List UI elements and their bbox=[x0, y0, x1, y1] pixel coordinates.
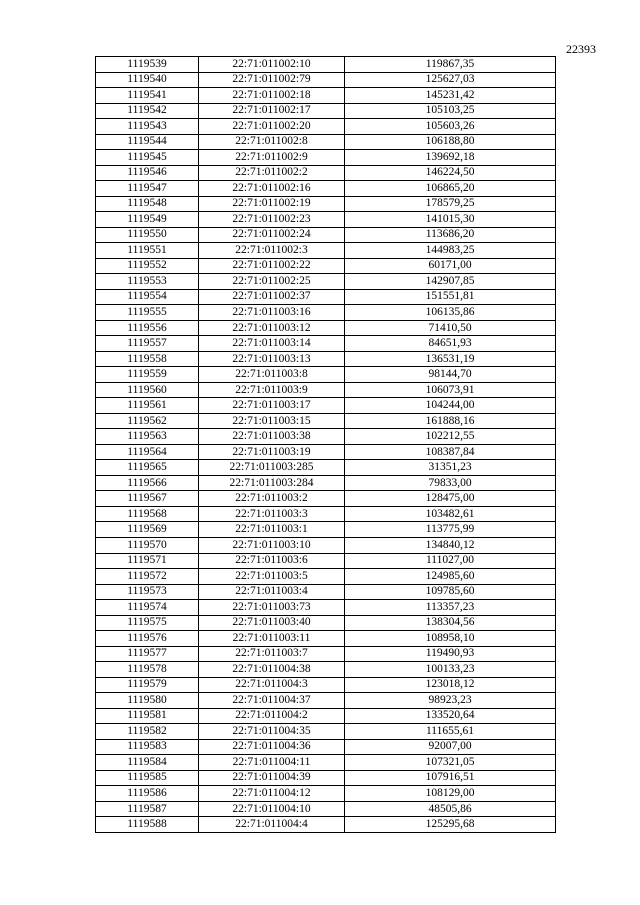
row-number-cell: 1119561 bbox=[96, 398, 199, 414]
cadastral-number-cell: 22:71:011003:14 bbox=[199, 336, 345, 352]
cadastral-number-cell: 22:71:011003:5 bbox=[199, 569, 345, 585]
value-cell: 145231,42 bbox=[345, 88, 556, 104]
row-number-cell: 1119558 bbox=[96, 351, 199, 367]
table-row bbox=[96, 413, 556, 429]
row-number-cell: 1119564 bbox=[96, 444, 199, 460]
data-table bbox=[95, 56, 556, 833]
value-cell: 108129,00 bbox=[345, 786, 556, 802]
cadastral-number-cell: 22:71:011002:25 bbox=[199, 274, 345, 290]
value-cell: 84651,93 bbox=[345, 336, 556, 352]
row-number-cell: 1119539 bbox=[96, 57, 199, 73]
value-cell: 106188,80 bbox=[345, 134, 556, 150]
value-cell: 113775,99 bbox=[345, 522, 556, 538]
table-row bbox=[96, 755, 556, 771]
row-number-cell: 1119571 bbox=[96, 553, 199, 569]
table-row bbox=[96, 569, 556, 585]
value-cell: 119490,93 bbox=[345, 646, 556, 662]
row-number-cell: 1119543 bbox=[96, 119, 199, 135]
value-cell: 111027,00 bbox=[345, 553, 556, 569]
table-row bbox=[96, 522, 556, 538]
cadastral-number-cell: 22:71:011002:3 bbox=[199, 243, 345, 259]
value-cell: 141015,30 bbox=[345, 212, 556, 228]
table-row bbox=[96, 243, 556, 259]
value-cell: 151551,81 bbox=[345, 289, 556, 305]
row-number-cell: 1119550 bbox=[96, 227, 199, 243]
row-number-cell: 1119551 bbox=[96, 243, 199, 259]
row-number-cell: 1119587 bbox=[96, 801, 199, 817]
cadastral-number-cell: 22:71:011003:19 bbox=[199, 444, 345, 460]
row-number-cell: 1119542 bbox=[96, 103, 199, 119]
table-row bbox=[96, 165, 556, 181]
table-row bbox=[96, 382, 556, 398]
value-cell: 108387,84 bbox=[345, 444, 556, 460]
value-cell: 100133,23 bbox=[345, 662, 556, 678]
row-number-cell: 1119585 bbox=[96, 770, 199, 786]
cadastral-number-cell: 22:71:011003:17 bbox=[199, 398, 345, 414]
cadastral-number-cell: 22:71:011002:8 bbox=[199, 134, 345, 150]
cadastral-number-cell: 22:71:011004:12 bbox=[199, 786, 345, 802]
table-row bbox=[96, 134, 556, 150]
cadastral-number-cell: 22:71:011002:10 bbox=[199, 57, 345, 73]
row-number-cell: 1119581 bbox=[96, 708, 199, 724]
table-row bbox=[96, 693, 556, 709]
table-row bbox=[96, 460, 556, 476]
value-cell: 71410,50 bbox=[345, 320, 556, 336]
value-cell: 108958,10 bbox=[345, 631, 556, 647]
table-row bbox=[96, 724, 556, 740]
cadastral-number-cell: 22:71:011002:20 bbox=[199, 119, 345, 135]
row-number-cell: 1119540 bbox=[96, 72, 199, 88]
cadastral-number-cell: 22:71:011004:38 bbox=[199, 662, 345, 678]
cadastral-number-cell: 22:71:011003:15 bbox=[199, 413, 345, 429]
cadastral-number-cell: 22:71:011003:284 bbox=[199, 475, 345, 491]
value-cell: 111655,61 bbox=[345, 724, 556, 740]
value-cell: 128475,00 bbox=[345, 491, 556, 507]
cadastral-number-cell: 22:71:011003:12 bbox=[199, 320, 345, 336]
cadastral-number-cell: 22:71:011003:2 bbox=[199, 491, 345, 507]
value-cell: 105103,25 bbox=[345, 103, 556, 119]
table-row bbox=[96, 274, 556, 290]
cadastral-number-cell: 22:71:011002:79 bbox=[199, 72, 345, 88]
row-number-cell: 1119559 bbox=[96, 367, 199, 383]
table-row bbox=[96, 631, 556, 647]
table-row bbox=[96, 367, 556, 383]
table-row bbox=[96, 739, 556, 755]
cadastral-number-cell: 22:71:011003:16 bbox=[199, 305, 345, 321]
value-cell: 105603,26 bbox=[345, 119, 556, 135]
row-number-cell: 1119566 bbox=[96, 475, 199, 491]
cadastral-number-cell: 22:71:011003:6 bbox=[199, 553, 345, 569]
cadastral-number-cell: 22:71:011003:38 bbox=[199, 429, 345, 445]
table-row bbox=[96, 786, 556, 802]
row-number-cell: 1119574 bbox=[96, 600, 199, 616]
table-row bbox=[96, 584, 556, 600]
table-body bbox=[96, 57, 556, 833]
table-row bbox=[96, 537, 556, 553]
value-cell: 60171,00 bbox=[345, 258, 556, 274]
page-number: 22393 bbox=[566, 42, 596, 56]
row-number-cell: 1119544 bbox=[96, 134, 199, 150]
row-number-cell: 1119588 bbox=[96, 817, 199, 833]
cadastral-number-cell: 22:71:011003:10 bbox=[199, 537, 345, 553]
table-row bbox=[96, 119, 556, 135]
cadastral-number-cell: 22:71:011003:13 bbox=[199, 351, 345, 367]
table-row bbox=[96, 817, 556, 833]
row-number-cell: 1119575 bbox=[96, 615, 199, 631]
row-number-cell: 1119586 bbox=[96, 786, 199, 802]
table-row bbox=[96, 196, 556, 212]
row-number-cell: 1119552 bbox=[96, 258, 199, 274]
row-number-cell: 1119548 bbox=[96, 196, 199, 212]
cadastral-number-cell: 22:71:011002:18 bbox=[199, 88, 345, 104]
cadastral-number-cell: 22:71:011002:37 bbox=[199, 289, 345, 305]
row-number-cell: 1119547 bbox=[96, 181, 199, 197]
value-cell: 133520,64 bbox=[345, 708, 556, 724]
value-cell: 107321,05 bbox=[345, 755, 556, 771]
value-cell: 98144,70 bbox=[345, 367, 556, 383]
cadastral-number-cell: 22:71:011003:8 bbox=[199, 367, 345, 383]
value-cell: 104244,00 bbox=[345, 398, 556, 414]
table-row bbox=[96, 88, 556, 104]
value-cell: 98923,23 bbox=[345, 693, 556, 709]
row-number-cell: 1119562 bbox=[96, 413, 199, 429]
row-number-cell: 1119546 bbox=[96, 165, 199, 181]
table-row bbox=[96, 708, 556, 724]
value-cell: 109785,60 bbox=[345, 584, 556, 600]
value-cell: 48505,86 bbox=[345, 801, 556, 817]
row-number-cell: 1119576 bbox=[96, 631, 199, 647]
value-cell: 92007,00 bbox=[345, 739, 556, 755]
table-row bbox=[96, 305, 556, 321]
cadastral-number-cell: 22:71:011003:285 bbox=[199, 460, 345, 476]
table-row bbox=[96, 212, 556, 228]
cadastral-number-cell: 22:71:011002:16 bbox=[199, 181, 345, 197]
table-row bbox=[96, 475, 556, 491]
row-number-cell: 1119573 bbox=[96, 584, 199, 600]
table-row bbox=[96, 150, 556, 166]
cadastral-number-cell: 22:71:011003:7 bbox=[199, 646, 345, 662]
value-cell: 125295,68 bbox=[345, 817, 556, 833]
value-cell: 113357,23 bbox=[345, 600, 556, 616]
cadastral-number-cell: 22:71:011002:24 bbox=[199, 227, 345, 243]
row-number-cell: 1119579 bbox=[96, 677, 199, 693]
row-number-cell: 1119577 bbox=[96, 646, 199, 662]
table-row bbox=[96, 336, 556, 352]
value-cell: 124985,60 bbox=[345, 569, 556, 585]
value-cell: 106135,86 bbox=[345, 305, 556, 321]
value-cell: 146224,50 bbox=[345, 165, 556, 181]
cadastral-number-cell: 22:71:011002:17 bbox=[199, 103, 345, 119]
value-cell: 106073,91 bbox=[345, 382, 556, 398]
table-row bbox=[96, 103, 556, 119]
row-number-cell: 1119560 bbox=[96, 382, 199, 398]
row-number-cell: 1119554 bbox=[96, 289, 199, 305]
cadastral-number-cell: 22:71:011003:4 bbox=[199, 584, 345, 600]
row-number-cell: 1119584 bbox=[96, 755, 199, 771]
cadastral-number-cell: 22:71:011004:37 bbox=[199, 693, 345, 709]
table-row bbox=[96, 553, 556, 569]
table-row bbox=[96, 258, 556, 274]
row-number-cell: 1119565 bbox=[96, 460, 199, 476]
cadastral-number-cell: 22:71:011004:10 bbox=[199, 801, 345, 817]
value-cell: 138304,56 bbox=[345, 615, 556, 631]
cadastral-number-cell: 22:71:011002:19 bbox=[199, 196, 345, 212]
value-cell: 123018,12 bbox=[345, 677, 556, 693]
value-cell: 139692,18 bbox=[345, 150, 556, 166]
value-cell: 144983,25 bbox=[345, 243, 556, 259]
value-cell: 107916,51 bbox=[345, 770, 556, 786]
row-number-cell: 1119582 bbox=[96, 724, 199, 740]
row-number-cell: 1119583 bbox=[96, 739, 199, 755]
value-cell: 79833,00 bbox=[345, 475, 556, 491]
table-row bbox=[96, 351, 556, 367]
table-row bbox=[96, 227, 556, 243]
table-row bbox=[96, 398, 556, 414]
row-number-cell: 1119578 bbox=[96, 662, 199, 678]
row-number-cell: 1119553 bbox=[96, 274, 199, 290]
cadastral-number-cell: 22:71:011004:2 bbox=[199, 708, 345, 724]
table-row bbox=[96, 429, 556, 445]
cadastral-number-cell: 22:71:011002:2 bbox=[199, 165, 345, 181]
value-cell: 178579,25 bbox=[345, 196, 556, 212]
cadastral-number-cell: 22:71:011004:36 bbox=[199, 739, 345, 755]
value-cell: 103482,61 bbox=[345, 506, 556, 522]
cadastral-number-cell: 22:71:011004:35 bbox=[199, 724, 345, 740]
cadastral-number-cell: 22:71:011003:73 bbox=[199, 600, 345, 616]
value-cell: 134840,12 bbox=[345, 537, 556, 553]
value-cell: 136531,19 bbox=[345, 351, 556, 367]
table-row bbox=[96, 72, 556, 88]
table-row bbox=[96, 770, 556, 786]
row-number-cell: 1119569 bbox=[96, 522, 199, 538]
table-row bbox=[96, 491, 556, 507]
row-number-cell: 1119570 bbox=[96, 537, 199, 553]
cadastral-number-cell: 22:71:011002:22 bbox=[199, 258, 345, 274]
cadastral-number-cell: 22:71:011003:3 bbox=[199, 506, 345, 522]
cadastral-number-cell: 22:71:011003:40 bbox=[199, 615, 345, 631]
cadastral-number-cell: 22:71:011003:11 bbox=[199, 631, 345, 647]
table-row bbox=[96, 646, 556, 662]
value-cell: 113686,20 bbox=[345, 227, 556, 243]
table-row bbox=[96, 57, 556, 73]
row-number-cell: 1119563 bbox=[96, 429, 199, 445]
row-number-cell: 1119556 bbox=[96, 320, 199, 336]
row-number-cell: 1119555 bbox=[96, 305, 199, 321]
table-row bbox=[96, 289, 556, 305]
table-row bbox=[96, 600, 556, 616]
cadastral-number-cell: 22:71:011003:1 bbox=[199, 522, 345, 538]
value-cell: 161888,16 bbox=[345, 413, 556, 429]
value-cell: 119867,35 bbox=[345, 57, 556, 73]
row-number-cell: 1119568 bbox=[96, 506, 199, 522]
value-cell: 31351,23 bbox=[345, 460, 556, 476]
row-number-cell: 1119545 bbox=[96, 150, 199, 166]
cadastral-number-cell: 22:71:011004:4 bbox=[199, 817, 345, 833]
table-row bbox=[96, 615, 556, 631]
table-row bbox=[96, 677, 556, 693]
cadastral-number-cell: 22:71:011002:23 bbox=[199, 212, 345, 228]
value-cell: 106865,20 bbox=[345, 181, 556, 197]
value-cell: 102212,55 bbox=[345, 429, 556, 445]
cadastral-number-cell: 22:71:011004:39 bbox=[199, 770, 345, 786]
table-row bbox=[96, 444, 556, 460]
row-number-cell: 1119580 bbox=[96, 693, 199, 709]
table-row bbox=[96, 320, 556, 336]
cadastral-number-cell: 22:71:011003:9 bbox=[199, 382, 345, 398]
table-row bbox=[96, 506, 556, 522]
table-row bbox=[96, 181, 556, 197]
cadastral-number-cell: 22:71:011002:9 bbox=[199, 150, 345, 166]
value-cell: 142907,85 bbox=[345, 274, 556, 290]
table-row bbox=[96, 801, 556, 817]
table-row bbox=[96, 662, 556, 678]
row-number-cell: 1119541 bbox=[96, 88, 199, 104]
row-number-cell: 1119557 bbox=[96, 336, 199, 352]
value-cell: 125627,03 bbox=[345, 72, 556, 88]
row-number-cell: 1119549 bbox=[96, 212, 199, 228]
row-number-cell: 1119567 bbox=[96, 491, 199, 507]
row-number-cell: 1119572 bbox=[96, 569, 199, 585]
cadastral-number-cell: 22:71:011004:3 bbox=[199, 677, 345, 693]
cadastral-number-cell: 22:71:011004:11 bbox=[199, 755, 345, 771]
